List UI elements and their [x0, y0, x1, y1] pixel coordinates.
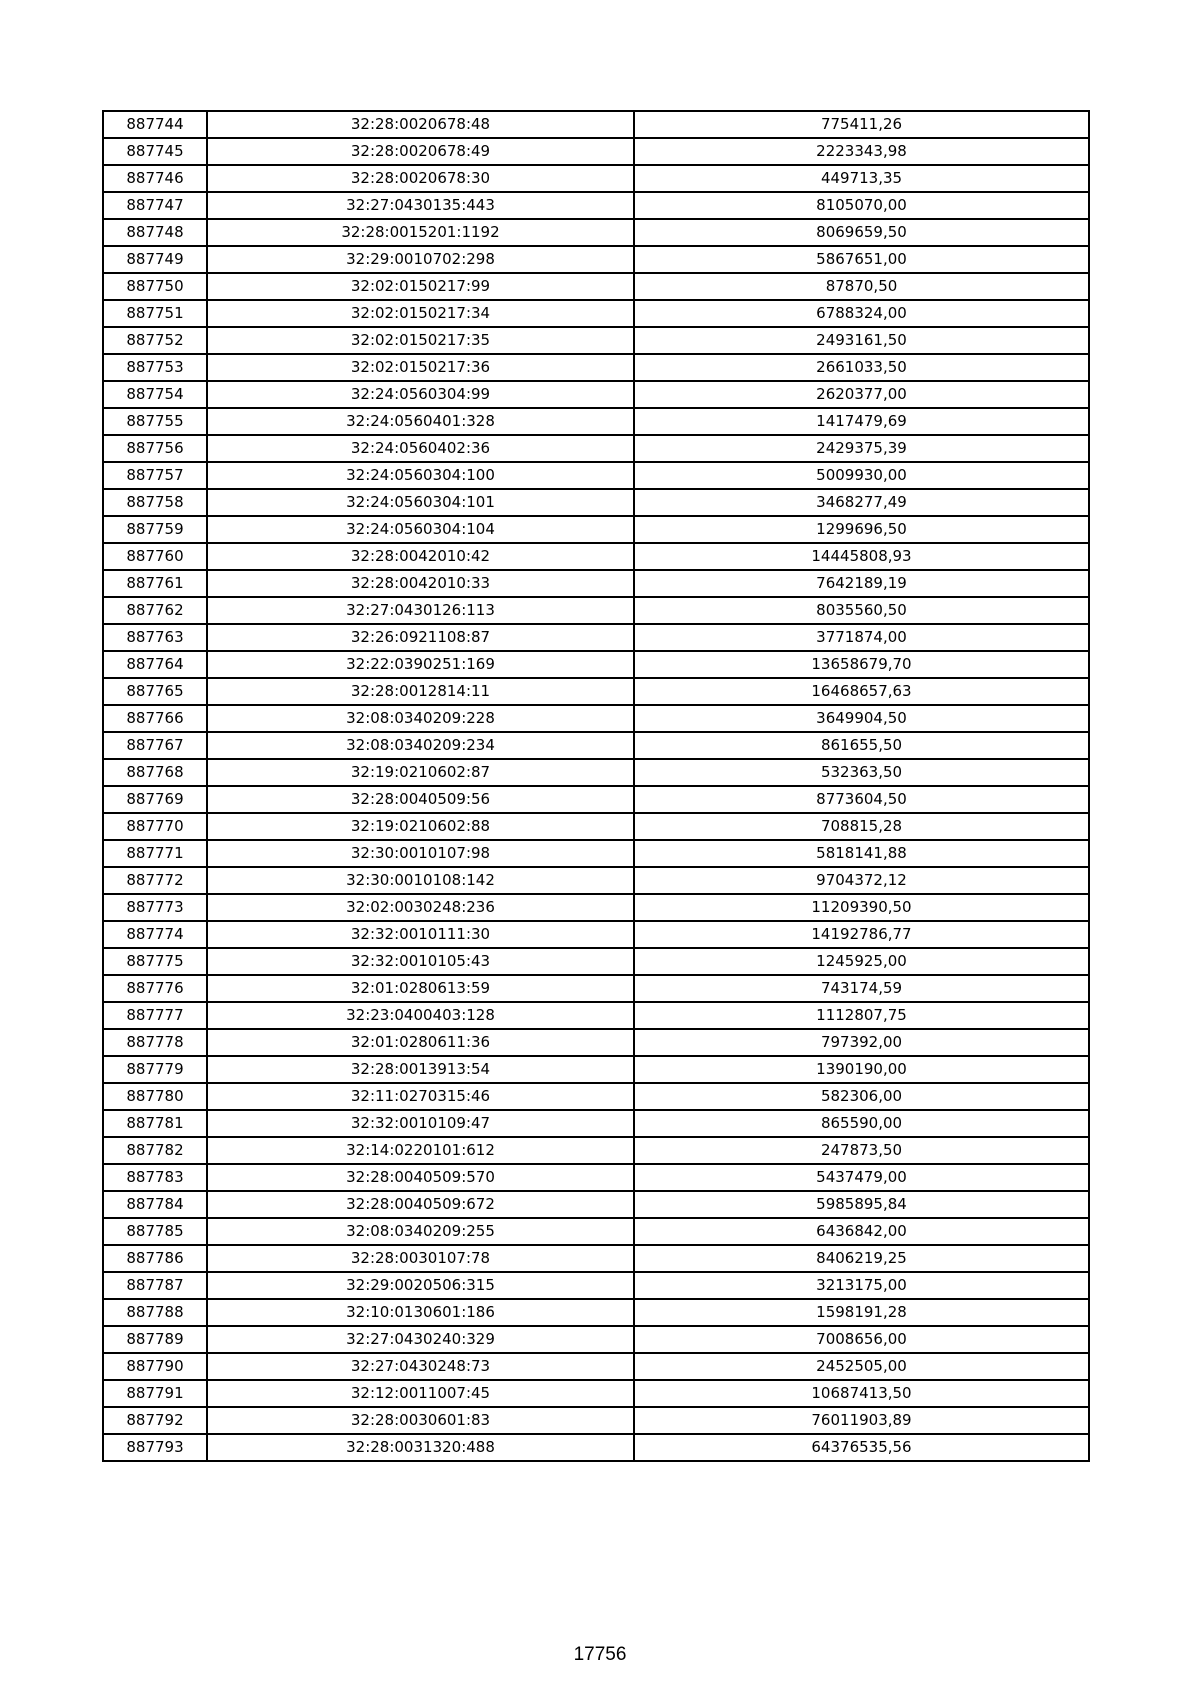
row-number-cell: 887753 — [103, 354, 207, 381]
table-row — [103, 1299, 1089, 1326]
cadastral-number-cell: 32:08:0340209:255 — [207, 1218, 634, 1245]
row-number-cell: 887787 — [103, 1272, 207, 1299]
row-number-cell: 887762 — [103, 597, 207, 624]
cadastral-number-cell: 32:28:0040509:672 — [207, 1191, 634, 1218]
cadastral-number-cell: 32:27:0430135:443 — [207, 192, 634, 219]
value-cell: 76011903,89 — [634, 1407, 1089, 1434]
value-cell: 14445808,93 — [634, 543, 1089, 570]
cadastral-number-cell: 32:27:0430240:329 — [207, 1326, 634, 1353]
row-number-cell: 887745 — [103, 138, 207, 165]
cadastral-number-cell: 32:28:0020678:48 — [207, 111, 634, 138]
row-number-cell: 887750 — [103, 273, 207, 300]
cadastral-number-cell: 32:28:0012814:11 — [207, 678, 634, 705]
table-row — [103, 489, 1089, 516]
cadastral-number-cell: 32:23:0400403:128 — [207, 1002, 634, 1029]
row-number-cell: 887765 — [103, 678, 207, 705]
cadastral-number-cell: 32:29:0020506:315 — [207, 1272, 634, 1299]
table-row — [103, 570, 1089, 597]
cadastral-number-cell: 32:01:0280611:36 — [207, 1029, 634, 1056]
value-cell: 9704372,12 — [634, 867, 1089, 894]
cadastral-number-cell: 32:24:0560304:100 — [207, 462, 634, 489]
table-row — [103, 1407, 1089, 1434]
cadastral-number-cell: 32:28:0013913:54 — [207, 1056, 634, 1083]
value-cell: 2452505,00 — [634, 1353, 1089, 1380]
row-number-cell: 887769 — [103, 786, 207, 813]
value-cell: 8406219,25 — [634, 1245, 1089, 1272]
value-cell: 1598191,28 — [634, 1299, 1089, 1326]
row-number-cell: 887759 — [103, 516, 207, 543]
row-number-cell: 887763 — [103, 624, 207, 651]
row-number-cell: 887786 — [103, 1245, 207, 1272]
table-row — [103, 651, 1089, 678]
cadastral-number-cell: 32:19:0210602:87 — [207, 759, 634, 786]
table-row — [103, 1029, 1089, 1056]
row-number-cell: 887793 — [103, 1434, 207, 1461]
table-row — [103, 381, 1089, 408]
registry-table — [102, 110, 1090, 1462]
row-number-cell: 887789 — [103, 1326, 207, 1353]
row-number-cell: 887754 — [103, 381, 207, 408]
cadastral-number-cell: 32:28:0042010:33 — [207, 570, 634, 597]
value-cell: 743174,59 — [634, 975, 1089, 1002]
table-row — [103, 111, 1089, 138]
value-cell: 2620377,00 — [634, 381, 1089, 408]
row-number-cell: 887772 — [103, 867, 207, 894]
cadastral-number-cell: 32:19:0210602:88 — [207, 813, 634, 840]
value-cell: 8773604,50 — [634, 786, 1089, 813]
table-row — [103, 408, 1089, 435]
cadastral-number-cell: 32:28:0031320:488 — [207, 1434, 634, 1461]
value-cell: 16468657,63 — [634, 678, 1089, 705]
row-number-cell: 887781 — [103, 1110, 207, 1137]
table-row — [103, 597, 1089, 624]
cadastral-number-cell: 32:28:0020678:30 — [207, 165, 634, 192]
value-cell: 3771874,00 — [634, 624, 1089, 651]
value-cell: 3649904,50 — [634, 705, 1089, 732]
row-number-cell: 887784 — [103, 1191, 207, 1218]
cadastral-number-cell: 32:24:0560304:104 — [207, 516, 634, 543]
table-row — [103, 1353, 1089, 1380]
cadastral-number-cell: 32:02:0150217:34 — [207, 300, 634, 327]
row-number-cell: 887744 — [103, 111, 207, 138]
table-row — [103, 705, 1089, 732]
table-row — [103, 867, 1089, 894]
row-number-cell: 887766 — [103, 705, 207, 732]
table-row — [103, 1434, 1089, 1461]
table-row — [103, 1083, 1089, 1110]
cadastral-number-cell: 32:28:0030107:78 — [207, 1245, 634, 1272]
table-row — [103, 1218, 1089, 1245]
table-row — [103, 219, 1089, 246]
table-row — [103, 1272, 1089, 1299]
table-row — [103, 138, 1089, 165]
value-cell: 2223343,98 — [634, 138, 1089, 165]
cadastral-number-cell: 32:11:0270315:46 — [207, 1083, 634, 1110]
row-number-cell: 887755 — [103, 408, 207, 435]
table-row — [103, 192, 1089, 219]
value-cell: 1299696,50 — [634, 516, 1089, 543]
row-number-cell: 887756 — [103, 435, 207, 462]
cadastral-number-cell: 32:24:0560401:328 — [207, 408, 634, 435]
row-number-cell: 887780 — [103, 1083, 207, 1110]
row-number-cell: 887758 — [103, 489, 207, 516]
cadastral-number-cell: 32:28:0042010:42 — [207, 543, 634, 570]
row-number-cell: 887792 — [103, 1407, 207, 1434]
cadastral-number-cell: 32:32:0010111:30 — [207, 921, 634, 948]
row-number-cell: 887773 — [103, 894, 207, 921]
cadastral-number-cell: 32:26:0921108:87 — [207, 624, 634, 651]
value-cell: 2661033,50 — [634, 354, 1089, 381]
cadastral-number-cell: 32:12:0011007:45 — [207, 1380, 634, 1407]
cadastral-number-cell: 32:10:0130601:186 — [207, 1299, 634, 1326]
table-row — [103, 327, 1089, 354]
row-number-cell: 887776 — [103, 975, 207, 1002]
row-number-cell: 887778 — [103, 1029, 207, 1056]
value-cell: 8069659,50 — [634, 219, 1089, 246]
table-row — [103, 786, 1089, 813]
cadastral-number-cell: 32:02:0150217:36 — [207, 354, 634, 381]
value-cell: 8105070,00 — [634, 192, 1089, 219]
table-row — [103, 1002, 1089, 1029]
table-row — [103, 813, 1089, 840]
table-row — [103, 246, 1089, 273]
value-cell: 5818141,88 — [634, 840, 1089, 867]
row-number-cell: 887782 — [103, 1137, 207, 1164]
table-row — [103, 516, 1089, 543]
table-row — [103, 840, 1089, 867]
value-cell: 11209390,50 — [634, 894, 1089, 921]
value-cell: 1245925,00 — [634, 948, 1089, 975]
cadastral-number-cell: 32:02:0030248:236 — [207, 894, 634, 921]
value-cell: 865590,00 — [634, 1110, 1089, 1137]
cadastral-number-cell: 32:24:0560304:99 — [207, 381, 634, 408]
table-row — [103, 948, 1089, 975]
value-cell: 1417479,69 — [634, 408, 1089, 435]
row-number-cell: 887760 — [103, 543, 207, 570]
cadastral-number-cell: 32:30:0010107:98 — [207, 840, 634, 867]
row-number-cell: 887779 — [103, 1056, 207, 1083]
cadastral-number-cell: 32:08:0340209:228 — [207, 705, 634, 732]
value-cell: 5985895,84 — [634, 1191, 1089, 1218]
cadastral-number-cell: 32:02:0150217:35 — [207, 327, 634, 354]
cadastral-number-cell: 32:24:0560402:36 — [207, 435, 634, 462]
value-cell: 532363,50 — [634, 759, 1089, 786]
cadastral-number-cell: 32:32:0010105:43 — [207, 948, 634, 975]
value-cell: 5867651,00 — [634, 246, 1089, 273]
cadastral-number-cell: 32:28:0030601:83 — [207, 1407, 634, 1434]
row-number-cell: 887749 — [103, 246, 207, 273]
row-number-cell: 887748 — [103, 219, 207, 246]
row-number-cell: 887768 — [103, 759, 207, 786]
table-row — [103, 1110, 1089, 1137]
value-cell: 2429375,39 — [634, 435, 1089, 462]
row-number-cell: 887751 — [103, 300, 207, 327]
row-number-cell: 887757 — [103, 462, 207, 489]
row-number-cell: 887774 — [103, 921, 207, 948]
row-number-cell: 887791 — [103, 1380, 207, 1407]
table-row — [103, 678, 1089, 705]
value-cell: 87870,50 — [634, 273, 1089, 300]
cadastral-number-cell: 32:28:0040509:56 — [207, 786, 634, 813]
cadastral-number-cell: 32:29:0010702:298 — [207, 246, 634, 273]
cadastral-number-cell: 32:32:0010109:47 — [207, 1110, 634, 1137]
table-row — [103, 624, 1089, 651]
table-row — [103, 1056, 1089, 1083]
row-number-cell: 887764 — [103, 651, 207, 678]
table-row — [103, 759, 1089, 786]
table-row — [103, 462, 1089, 489]
table-row — [103, 1326, 1089, 1353]
value-cell: 708815,28 — [634, 813, 1089, 840]
cadastral-number-cell: 32:01:0280613:59 — [207, 975, 634, 1002]
value-cell: 247873,50 — [634, 1137, 1089, 1164]
row-number-cell: 887752 — [103, 327, 207, 354]
cadastral-number-cell: 32:14:0220101:612 — [207, 1137, 634, 1164]
cadastral-number-cell: 32:27:0430126:113 — [207, 597, 634, 624]
table-row — [103, 1380, 1089, 1407]
table-row — [103, 732, 1089, 759]
row-number-cell: 887790 — [103, 1353, 207, 1380]
row-number-cell: 887771 — [103, 840, 207, 867]
table-row — [103, 300, 1089, 327]
row-number-cell: 887775 — [103, 948, 207, 975]
value-cell: 5009930,00 — [634, 462, 1089, 489]
value-cell: 10687413,50 — [634, 1380, 1089, 1407]
value-cell: 861655,50 — [634, 732, 1089, 759]
value-cell: 449713,35 — [634, 165, 1089, 192]
table-row — [103, 1191, 1089, 1218]
table-row — [103, 354, 1089, 381]
value-cell: 3468277,49 — [634, 489, 1089, 516]
value-cell: 5437479,00 — [634, 1164, 1089, 1191]
value-cell: 1112807,75 — [634, 1002, 1089, 1029]
value-cell: 1390190,00 — [634, 1056, 1089, 1083]
table-row — [103, 165, 1089, 192]
cadastral-number-cell: 32:22:0390251:169 — [207, 651, 634, 678]
value-cell: 14192786,77 — [634, 921, 1089, 948]
cadastral-number-cell: 32:02:0150217:99 — [207, 273, 634, 300]
cadastral-number-cell: 32:08:0340209:234 — [207, 732, 634, 759]
value-cell: 13658679,70 — [634, 651, 1089, 678]
cadastral-number-cell: 32:28:0020678:49 — [207, 138, 634, 165]
table-row — [103, 1164, 1089, 1191]
value-cell: 3213175,00 — [634, 1272, 1089, 1299]
value-cell: 7008656,00 — [634, 1326, 1089, 1353]
table-row — [103, 1137, 1089, 1164]
row-number-cell: 887747 — [103, 192, 207, 219]
table-row — [103, 273, 1089, 300]
cadastral-number-cell: 32:28:0040509:570 — [207, 1164, 634, 1191]
value-cell: 797392,00 — [634, 1029, 1089, 1056]
table-row — [103, 894, 1089, 921]
table-row — [103, 435, 1089, 462]
value-cell: 2493161,50 — [634, 327, 1089, 354]
value-cell: 6788324,00 — [634, 300, 1089, 327]
row-number-cell: 887788 — [103, 1299, 207, 1326]
value-cell: 6436842,00 — [634, 1218, 1089, 1245]
row-number-cell: 887783 — [103, 1164, 207, 1191]
row-number-cell: 887777 — [103, 1002, 207, 1029]
cadastral-number-cell: 32:28:0015201:1192 — [207, 219, 634, 246]
value-cell: 8035560,50 — [634, 597, 1089, 624]
row-number-cell: 887767 — [103, 732, 207, 759]
row-number-cell: 887761 — [103, 570, 207, 597]
row-number-cell: 887770 — [103, 813, 207, 840]
table-row — [103, 543, 1089, 570]
table-row — [103, 975, 1089, 1002]
value-cell: 582306,00 — [634, 1083, 1089, 1110]
row-number-cell: 887746 — [103, 165, 207, 192]
value-cell: 775411,26 — [634, 111, 1089, 138]
cadastral-number-cell: 32:27:0430248:73 — [207, 1353, 634, 1380]
registry-table-body — [103, 111, 1089, 1461]
table-row — [103, 921, 1089, 948]
cadastral-number-cell: 32:24:0560304:101 — [207, 489, 634, 516]
value-cell: 64376535,56 — [634, 1434, 1089, 1461]
value-cell: 7642189,19 — [634, 570, 1089, 597]
cadastral-number-cell: 32:30:0010108:142 — [207, 867, 634, 894]
row-number-cell: 887785 — [103, 1218, 207, 1245]
table-row — [103, 1245, 1089, 1272]
page-number: 17756 — [573, 1644, 627, 1665]
